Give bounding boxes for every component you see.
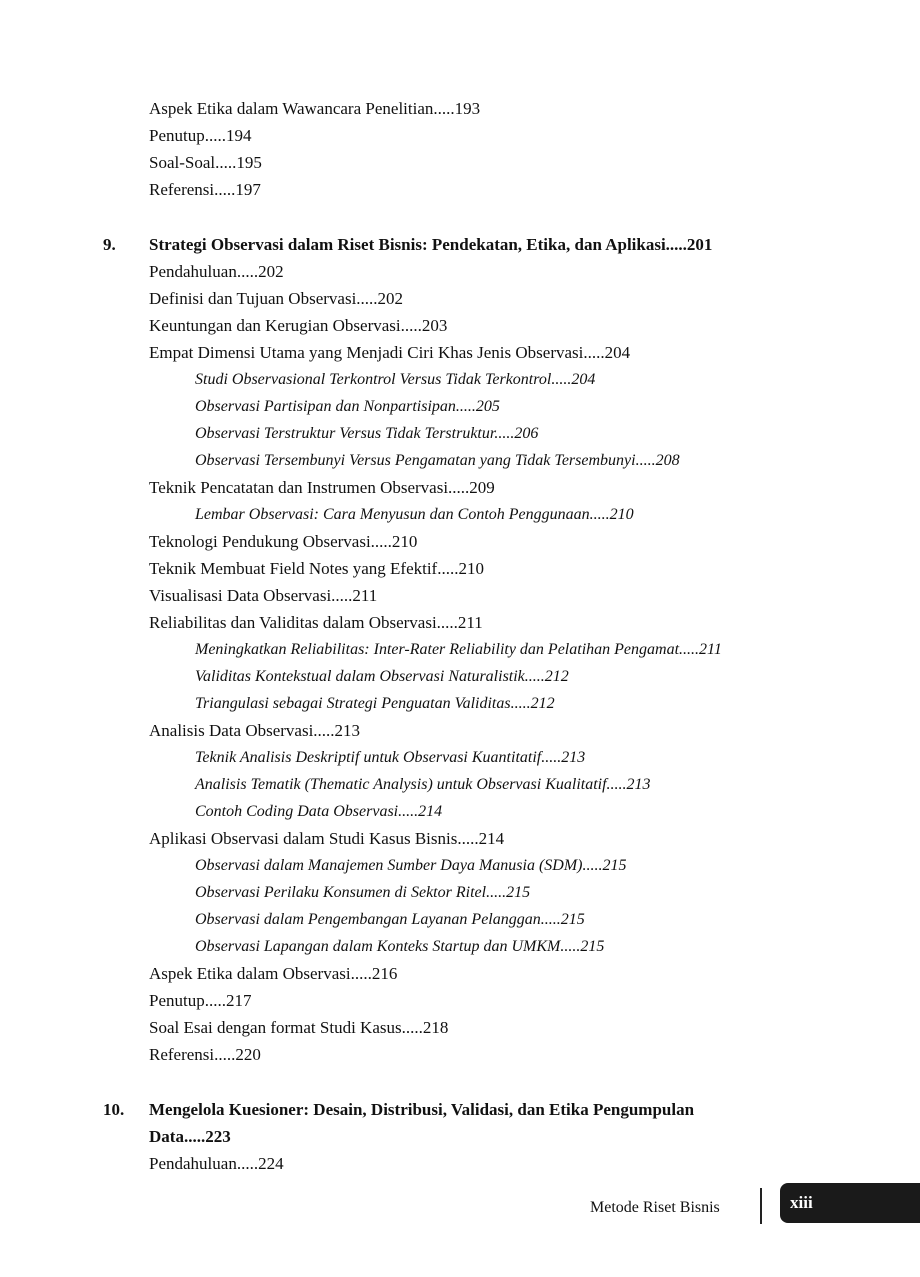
toc-entry: Soal Esai dengan format Studi Kasus.....218 xyxy=(149,1018,449,1037)
toc-entry: Reliabilitas dan Validitas dalam Observasi.....211 xyxy=(149,613,483,632)
toc-entry: Visualisasi Data Observasi.....211 xyxy=(149,586,378,605)
toc-entry: Analisis Data Observasi.....213 xyxy=(149,721,361,740)
toc-subentry: Contoh Coding Data Observasi.....214 xyxy=(195,803,443,820)
toc-subentry: Studi Observasional Terkontrol Versus Tidak Terkontrol.....204 xyxy=(195,371,596,388)
toc-subentry: Observasi Partisipan dan Nonpartisipan.....205 xyxy=(195,398,500,415)
toc-entry: Empat Dimensi Utama yang Menjadi Ciri Khas Jenis Observasi.....204 xyxy=(149,343,631,362)
toc-subentry: Observasi Perilaku Konsumen di Sektor Ritel.....215 xyxy=(195,884,531,901)
toc-subentry: Observasi Lapangan dalam Konteks Startup dan UMKM.....215 xyxy=(195,938,605,955)
toc-subentry: Meningkatkan Reliabilitas: Inter-Rater Reliability dan Pelatihan Pengamat.....211 xyxy=(195,641,722,658)
toc-subentry: Analisis Tematik (Thematic Analysis) untuk Observasi Kualitatif.....213 xyxy=(195,776,651,793)
toc-entry: Aspek Etika dalam Wawancara Penelitian.....193 xyxy=(149,99,481,118)
toc-entry: Teknik Membuat Field Notes yang Efektif.....210 xyxy=(149,559,484,578)
toc-subentry: Observasi dalam Pengembangan Layanan Pelanggan.....215 xyxy=(195,911,585,928)
toc-entry: Keuntungan dan Kerugian Observasi.....203 xyxy=(149,316,448,335)
toc-entry: Aplikasi Observasi dalam Studi Kasus Bisnis.....214 xyxy=(149,829,505,848)
toc-entry: Referensi.....220 xyxy=(149,1045,261,1064)
chapter-title-continued: Data.....223 xyxy=(149,1127,231,1146)
toc-entry: Definisi dan Tujuan Observasi.....202 xyxy=(149,289,404,308)
toc-subentry: Observasi Terstruktur Versus Tidak Terstruktur.....206 xyxy=(195,425,539,442)
toc-subentry: Observasi Tersembunyi Versus Pengamatan yang Tidak Tersembunyi.....208 xyxy=(195,452,680,469)
toc-subentry: Triangulasi sebagai Strategi Penguatan Validitas.....212 xyxy=(195,695,555,712)
toc-entry: Referensi.....197 xyxy=(149,180,261,199)
toc-entry: Pendahuluan.....224 xyxy=(149,1154,284,1173)
footer-book-title: Metode Riset Bisnis xyxy=(590,1199,720,1216)
toc-entry: Aspek Etika dalam Observasi.....216 xyxy=(149,964,398,983)
chapter-title: Strategi Observasi dalam Riset Bisnis: Pendekatan, Etika, dan Aplikasi.....201 xyxy=(149,235,713,254)
footer-divider xyxy=(760,1188,762,1224)
chapter-title: Mengelola Kuesioner: Desain, Distribusi, Validasi, dan Etika Pengumpulan xyxy=(149,1100,695,1119)
toc-entry: Teknologi Pendukung Observasi.....210 xyxy=(149,532,418,551)
toc-entry: Soal-Soal.....195 xyxy=(149,153,262,172)
toc-subentry: Teknik Analisis Deskriptif untuk Observasi Kuantitatif.....213 xyxy=(195,749,586,766)
chapter-number: 9. xyxy=(103,235,116,254)
toc-subentry: Validitas Kontekstual dalam Observasi Naturalistik.....212 xyxy=(195,668,569,685)
toc-entry: Teknik Pencatatan dan Instrumen Observasi.....209 xyxy=(149,478,495,497)
chapter-number: 10. xyxy=(103,1100,125,1119)
toc-entry: Penutup.....194 xyxy=(149,126,252,145)
page-number: xiii xyxy=(790,1193,813,1212)
toc-entry: Penutup.....217 xyxy=(149,991,252,1010)
toc-subentry: Lembar Observasi: Cara Menyusun dan Contoh Penggunaan.....210 xyxy=(195,506,634,523)
toc-subentry: Observasi dalam Manajemen Sumber Daya Manusia (SDM).....215 xyxy=(195,857,627,874)
toc-entry: Pendahuluan.....202 xyxy=(149,262,284,281)
